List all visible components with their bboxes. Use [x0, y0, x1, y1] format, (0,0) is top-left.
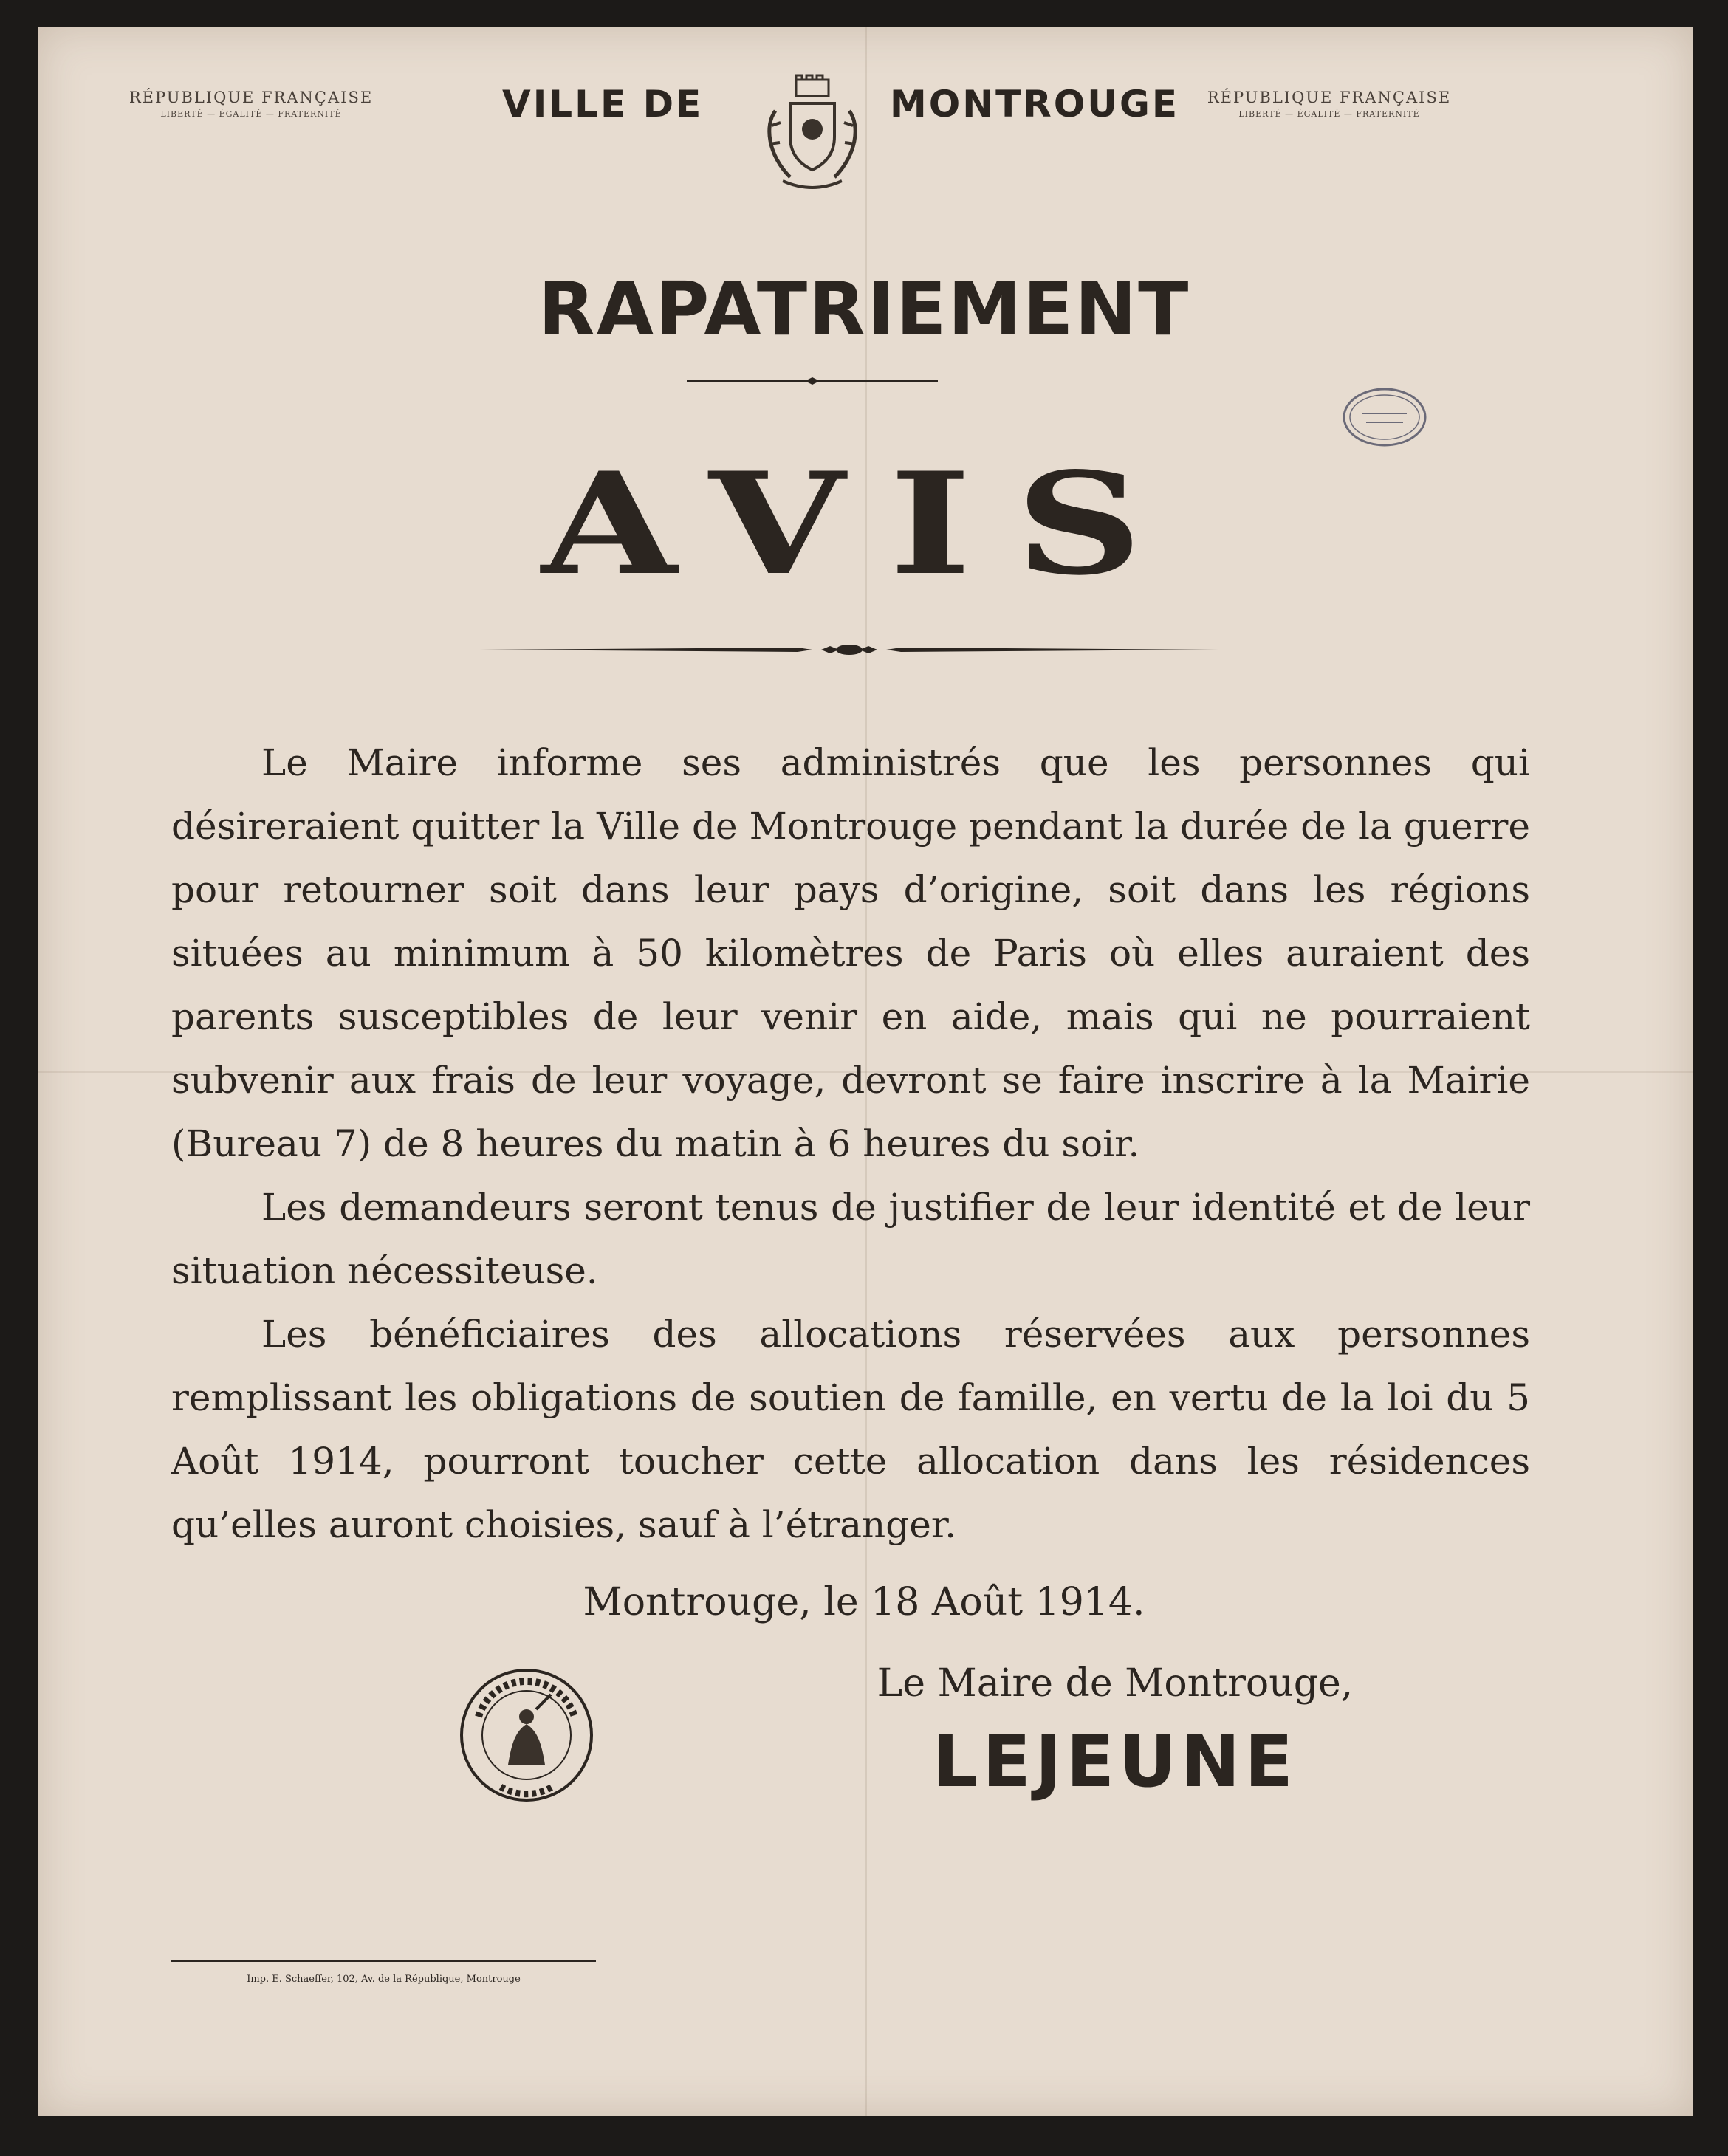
avis-heading: AVIS	[541, 442, 1187, 606]
mayor-name: LEJEUNE	[933, 1720, 1297, 1803]
ornamental-rule	[687, 374, 938, 388]
body-paragraph-3: Les bénéficiaires des allocations réservées aux personnes remplissant les obligations de soutien de famille, en vertu de la loi du 5 Août 1914, pourront toucher cette allocation dans les résidences qu’elles auront choisies, sauf à l’étranger.	[171, 1313, 1530, 1546]
coat-of-arms-icon	[761, 74, 864, 199]
body-paragraph-2: Les demandeurs seront tenus de justifier de leur identité et de leur situation nécessiteuse.	[171, 1186, 1530, 1292]
printer-rule	[171, 1960, 596, 1962]
devise-text: LIBERTÉ — ÉGALITÉ — FRATERNITÉ	[1238, 109, 1420, 119]
signature-title: Le Maire de Montrouge,	[877, 1661, 1354, 1706]
notice-body	[171, 731, 1530, 1556]
poster-title: RAPATRIEMENT	[538, 266, 1190, 352]
ornamental-rule-large	[480, 639, 1218, 661]
republique-text: RÉPUBLIQUE FRANÇAISE	[128, 89, 374, 106]
body-paragraph-1: Le Maire informe ses administrés que les personnes qui désireraient quitter la Ville de Montrouge pendant la durée de la guerre pour retourner soit dans leur pays d’origine, soit dans les régions situées au minimum à 50 kilomètres de Paris où elles auraient des parents susceptibles de leur venir en aide, mais qui ne pourraient subvenir aux frais de leur voyage, devront se faire inscrire à la Mairie (Bureau 7) de 8 heures du matin à 6 heures du soir.	[171, 741, 1530, 1165]
montrouge-text: MONTROUGE	[890, 83, 1180, 126]
printer-credit: Imp. E. Schaeffer, 102, Av. de la République, Montrouge	[247, 1974, 521, 1985]
republique-header-left	[126, 89, 377, 119]
republique-header-right	[1204, 89, 1455, 119]
ville-de-text: VILLE DE	[502, 83, 704, 126]
devise-text: LIBERTÉ — ÉGALITÉ — FRATERNITÉ	[160, 109, 342, 119]
republique-text: RÉPUBLIQUE FRANÇAISE	[1207, 89, 1452, 106]
archives-stamp-icon	[1340, 384, 1429, 450]
date-line: Montrouge, le 18 Août 1914.	[583, 1580, 1145, 1624]
mairie-seal-icon	[456, 1665, 597, 1805]
